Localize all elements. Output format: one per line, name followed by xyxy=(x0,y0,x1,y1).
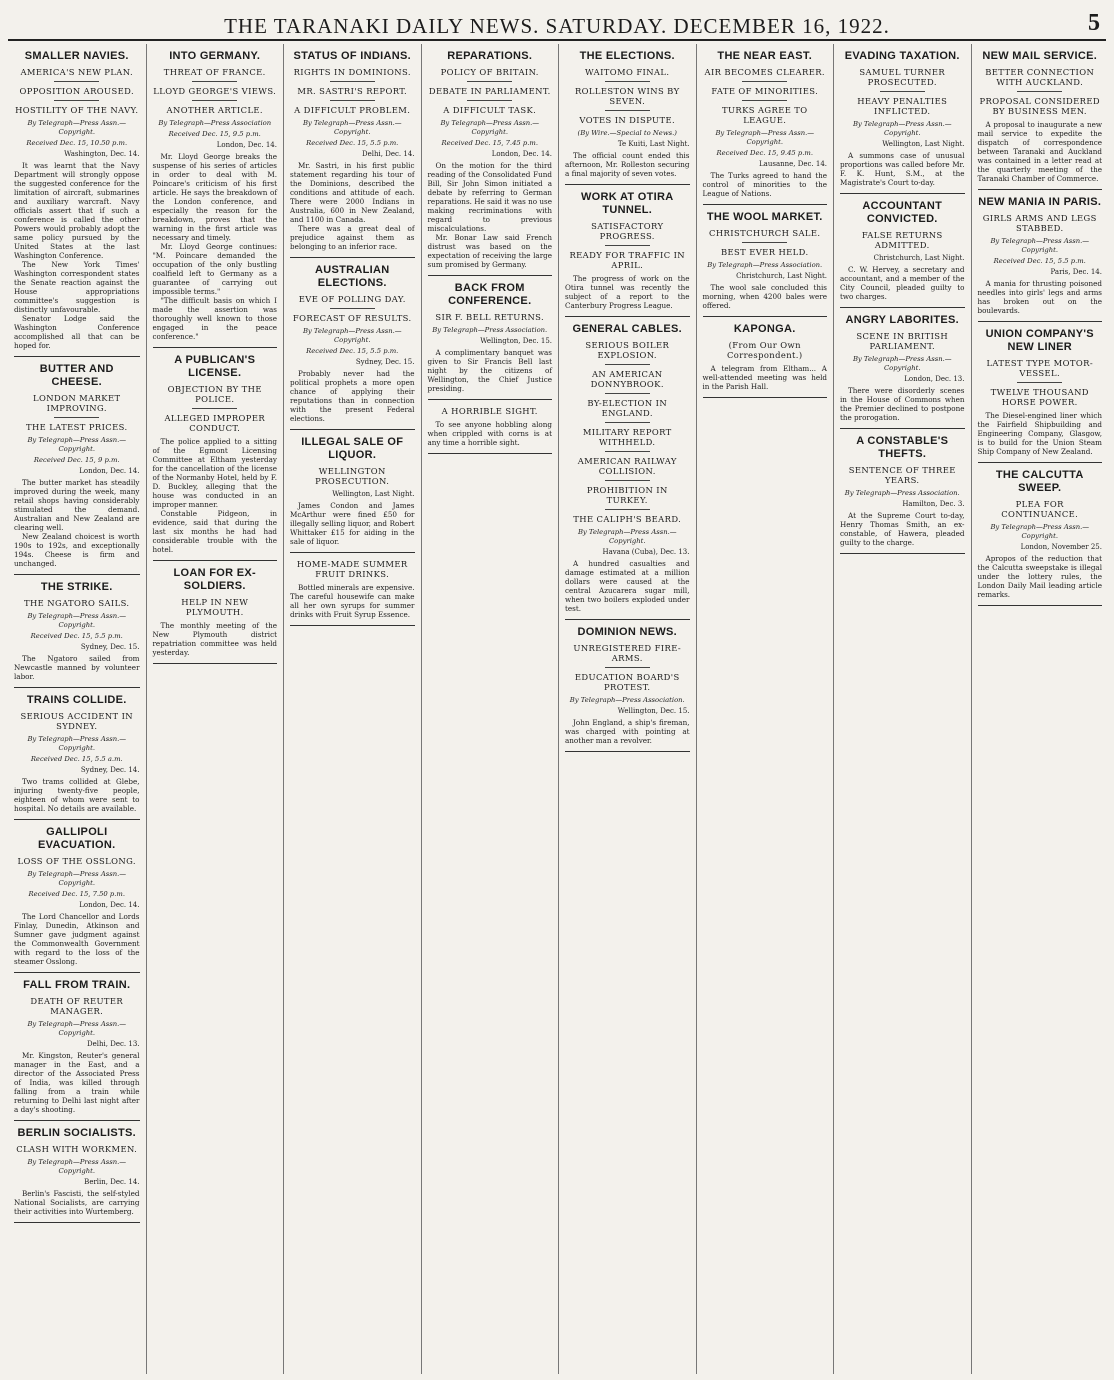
article-subhead: A HORRIBLE SIGHT. xyxy=(441,406,538,416)
article-byline: By Telegraph—Press Assn.—Copyright. xyxy=(27,436,127,453)
article-separator xyxy=(565,751,690,752)
article-headline: THE WOOL MARKET. xyxy=(706,211,823,223)
article-dateline: Sydney, Dec. 15. xyxy=(80,643,140,651)
article-paragraph: Mr. Lloyd George continues: "M. Poincare demanded the occupation of the only bustling coalfield left to Germany as a guarantee of carrying out impossible terms." xyxy=(152,242,277,296)
article-byline: By Telegraph—Press Assn.—Copyright. xyxy=(27,612,127,629)
article-separator xyxy=(14,819,140,820)
article-subhead: A DIFFICULT TASK. xyxy=(443,105,537,115)
article xyxy=(428,50,553,269)
article-separator xyxy=(840,428,965,429)
article-paragraph: A proposal to inaugurate a new mail service to expedite the dispatch of correspondence between Taranaki and Auckland was contained in a letter read at the quarterly meeting of the Taranaki Chamber of Commerce. xyxy=(977,120,1102,183)
article-separator xyxy=(840,553,965,554)
masthead-rule xyxy=(8,39,1106,41)
subhead-divider xyxy=(192,81,237,82)
article-headline: THE STRIKE. xyxy=(40,581,113,593)
article-byline: By Telegraph—Press Assn.—Copyright. xyxy=(852,355,952,372)
article-headline: NEW MANIA IN PARIS. xyxy=(978,196,1102,208)
article-headline: INTO GERMANY. xyxy=(169,50,261,62)
article-paragraph: Senator Lodge said the Washington Conference accomplished all that can be hoped for. xyxy=(14,314,140,350)
article-subhead: BEST EVER HELD. xyxy=(720,247,809,257)
article-separator xyxy=(14,972,140,973)
article-subhead: FALSE RETURNS ADMITTED. xyxy=(861,230,943,250)
column-grid xyxy=(8,44,1108,1374)
article-separator xyxy=(428,453,553,454)
article-paragraph: James Condon and James McArthur were fined £50 for illegally selling liquor, and Robert Whittaker £15 for aiding in the sale of liquor. xyxy=(290,501,415,546)
subhead-divider xyxy=(605,451,650,452)
article-dateline: Paris, Dec. 14. xyxy=(1050,268,1102,276)
article-subhead: TWELVE THOUSAND HORSE POWER. xyxy=(990,387,1089,407)
article-paragraph: At the Supreme Court to-day, Henry Thomas Smith, an ex-constable, of Hawera, pleaded guilty to the charge. xyxy=(840,511,965,547)
article-received: Received Dec. 15, 5.5 a.m. xyxy=(30,755,123,763)
subhead-divider xyxy=(54,81,99,82)
article-received: Received Dec. 15, 5.5 p.m. xyxy=(306,347,399,355)
article-received: Received Dec. 15, 7.50 p.m. xyxy=(28,890,125,898)
article-subhead: UNREGISTERED FIRE-ARMS. xyxy=(573,643,682,663)
article-subhead: RIGHTS IN DOMINIONS. xyxy=(293,67,411,77)
article-separator xyxy=(14,574,140,575)
article-headline: BACK FROM CONFERENCE. xyxy=(448,282,532,307)
article xyxy=(840,314,965,422)
article-paragraph: Mr. Sastri, in his first public statement regarding his tour of the Dominions, described the conditions and attitude of each. There were 2000 Indians in Australia, 600 in New Zealand, and 1100 in Canada. xyxy=(290,161,415,224)
article-subhead: SAMUEL TURNER PROSECUTED. xyxy=(859,67,946,87)
masthead-title: THE TARANAKI DAILY NEWS. SATURDAY. DECEMBER 16, 1922. xyxy=(224,14,890,38)
article-dateline: Wellington, Dec. 15. xyxy=(617,707,690,715)
article-dateline: Christchurch, Last Night. xyxy=(873,254,965,262)
article-headline: DOMINION NEWS. xyxy=(577,626,678,638)
article-dateline: Christchurch, Last Night. xyxy=(736,272,827,280)
article-paragraph: A complimentary banquet was given to Sir Francis Bell last night by the citizens of Wellington, the Chief Justice presiding. xyxy=(427,348,552,393)
article-dateline: Havana (Cuba), Dec. 13. xyxy=(602,548,690,556)
article-subhead: ALLEGED IMPROPER CONDUCT. xyxy=(164,413,266,433)
article-headline: NEW MAIL SERVICE. xyxy=(982,50,1098,62)
subhead-divider xyxy=(605,509,650,510)
article-paragraph: The New York Times' Washington correspondent states the Senate reaction against the House appropriations committee's suggestion is distinctly unfavourable. xyxy=(14,260,140,314)
article-separator xyxy=(840,307,965,308)
article-subhead: MR. SASTRI'S REPORT. xyxy=(297,86,408,96)
article-headline: FALL FROM TRAIN. xyxy=(23,979,131,991)
article-paragraph: John England, a ship's fireman, was charged with pointing at another man a revolver. xyxy=(565,718,690,745)
subhead-divider xyxy=(467,81,512,82)
article xyxy=(290,559,415,619)
column-5 xyxy=(558,44,696,1374)
article-dateline: Wellington, Last Night. xyxy=(332,490,415,498)
article-paragraph: Two trams collided at Glebe, injuring twenty-five people, eighteen of whom were sent to hospital. No details are available. xyxy=(14,777,140,813)
article xyxy=(290,50,415,251)
article xyxy=(14,826,140,966)
article-byline: By Telegraph—Press Assn.—Copyright. xyxy=(715,129,815,146)
article-subhead: HOSTILITY OF THE NAVY. xyxy=(15,105,139,115)
article-separator xyxy=(14,356,140,357)
article-byline: By Telegraph—Press Association. xyxy=(432,326,548,334)
article-headline: A PUBLICAN'S LICENSE. xyxy=(174,354,256,379)
article-separator xyxy=(840,193,965,194)
article-headline: WORK AT OTIRA TUNNEL. xyxy=(581,191,674,216)
article xyxy=(14,979,140,1114)
article-dateline: Delhi, Dec. 13. xyxy=(87,1040,140,1048)
article-subhead: FORECAST OF RESULTS. xyxy=(292,313,412,323)
article-received: Received Dec. 15, 9 p.m. xyxy=(33,456,120,464)
article-byline: By Telegraph—Press Assn.—Copyright. xyxy=(27,1158,127,1175)
article xyxy=(153,50,278,341)
article-dateline: Sydney, Dec. 15. xyxy=(355,358,415,366)
article-byline: By Telegraph—Press Assn.—Copyright. xyxy=(27,1020,127,1037)
article-separator xyxy=(153,663,278,664)
article-paragraph: The wool sale concluded this morning, when 4200 bales were offered. xyxy=(702,283,827,310)
article-byline: By Telegraph—Press Association. xyxy=(569,696,685,704)
column-2 xyxy=(146,44,284,1374)
subhead-divider xyxy=(192,408,237,409)
article xyxy=(565,50,690,178)
article xyxy=(565,626,690,745)
article-subhead: PLEA FOR CONTINUANCE. xyxy=(1001,499,1079,519)
article-separator xyxy=(978,321,1103,322)
article-separator xyxy=(565,316,690,317)
article-paragraph: A hundred casualties and damage estimated at a million dollars were caused at the central Azucarera sugar mill, when two boilers exploded under test. xyxy=(565,559,690,613)
article-subhead: BY-ELECTION IN ENGLAND. xyxy=(587,398,668,418)
article-byline: By Telegraph—Press Assn.—Copyright. xyxy=(440,119,540,136)
article-subhead: THE LATEST PRICES. xyxy=(25,422,128,432)
article-headline: STATUS OF INDIANS. xyxy=(293,50,411,62)
article-subhead: SENTENCE OF THREE YEARS. xyxy=(848,465,956,485)
article-subhead: READY FOR TRAFFIC IN APRIL. xyxy=(569,250,686,270)
column-6 xyxy=(696,44,834,1374)
article-paragraph: The Turks agreed to hand the control of minorities to the League of Nations. xyxy=(702,171,827,198)
article-separator xyxy=(565,619,690,620)
subhead-divider xyxy=(742,242,787,243)
article-headline: THE NEAR EAST. xyxy=(717,50,813,62)
article xyxy=(14,1127,140,1216)
article-headline: THE CALCUTTA SWEEP. xyxy=(995,469,1084,494)
article-headline: THE ELECTIONS. xyxy=(579,50,675,62)
article-dateline: Delhi, Dec. 14. xyxy=(362,150,415,158)
article-byline: By Telegraph—Press Association xyxy=(158,119,272,127)
article-subhead: HOME-MADE SUMMER FRUIT DRINKS. xyxy=(296,559,408,579)
article xyxy=(978,196,1103,315)
article-separator xyxy=(14,1222,140,1223)
article-received: Received Dec. 15, 10.50 p.m. xyxy=(26,139,128,147)
article-separator xyxy=(978,189,1103,190)
article-separator xyxy=(14,687,140,688)
subhead-divider xyxy=(605,110,650,111)
subhead-divider xyxy=(1017,382,1062,383)
article-subhead: CHRISTCHURCH SALE. xyxy=(709,228,821,238)
article-byline: By Telegraph—Press Assn.—Copyright. xyxy=(302,119,402,136)
article-separator xyxy=(978,462,1103,463)
article-subhead: AIR BECOMES CLEARER. xyxy=(704,67,825,77)
subhead-divider xyxy=(605,245,650,246)
article-subhead: THE NGATORO SAILS. xyxy=(23,598,130,608)
article-subhead: THE CALIPH'S BEARD. xyxy=(573,514,682,524)
subhead-divider xyxy=(330,308,375,309)
subhead-divider xyxy=(330,81,375,82)
article xyxy=(153,567,278,657)
article-paragraph: New Zealand choicest is worth 190s to 192s, and exceptionally 194s. Cheese is firm and unchanged. xyxy=(14,532,140,568)
article-dateline: Sydney, Dec. 14. xyxy=(80,766,140,774)
subhead-divider xyxy=(1017,91,1062,92)
article-dateline: Berlin, Dec. 14. xyxy=(84,1178,140,1186)
article xyxy=(428,282,553,393)
article-headline: LOAN FOR EX-SOLDIERS. xyxy=(173,567,256,592)
article-dateline: London, Dec. 14. xyxy=(79,901,140,909)
article xyxy=(14,694,140,813)
article-subhead: WAITOMO FINAL. xyxy=(585,67,670,77)
article-headline: A CONSTABLE'S THEFTS. xyxy=(856,435,949,460)
article-paragraph: Apropos of the reduction that the Calcutta sweepstake is illegal under the lottery rules, the London Daily Mail leading article remarks. xyxy=(977,554,1102,599)
article-separator xyxy=(703,316,828,317)
article-subhead: SCENE IN BRITISH PARLIAMENT. xyxy=(856,331,949,351)
column-8 xyxy=(971,44,1109,1374)
article xyxy=(703,211,828,310)
article-paragraph: The progress of work on the Otira tunnel was recently the subject of a report to the Canterbury Progress League. xyxy=(565,274,690,310)
article-byline: By Telegraph—Press Assn.—Copyright. xyxy=(27,870,127,887)
article-dateline: London, Dec. 14. xyxy=(79,467,140,475)
article-dateline: Hamilton, Dec. 3. xyxy=(902,500,965,508)
article-headline: UNION COMPANY'S NEW LINER xyxy=(985,328,1094,353)
article xyxy=(703,323,828,391)
article-subhead: WELLINGTON PROSECUTION. xyxy=(315,466,390,486)
article-byline: By Telegraph—Press Assn.—Copyright. xyxy=(302,327,402,344)
article-headline: BERLIN SOCIALISTS. xyxy=(17,1127,136,1139)
article-subhead: LOSS OF THE OSSLONG. xyxy=(17,856,136,866)
article-subhead: LONDON MARKET IMPROVING. xyxy=(33,393,121,413)
article-headline: TRAINS COLLIDE. xyxy=(26,694,127,706)
article-subhead: AN AMERICAN DONNYBROOK. xyxy=(590,369,664,389)
article-headline: GALLIPOLI EVACUATION. xyxy=(38,826,116,851)
article-dateline: Wellington, Dec. 15. xyxy=(480,337,552,345)
article-subhead: DEBATE IN PARLIAMENT. xyxy=(428,86,551,96)
article-paragraph: A telegram from Eltham... A well-attended meeting was held in the Parish Hall. xyxy=(702,364,827,391)
article-paragraph: The official count ended this afternoon, Mr. Rolleston securing a final majority of seven votes. xyxy=(565,151,690,178)
article-byline: By Telegraph—Press Assn.—Copyright. xyxy=(577,528,677,545)
article-paragraph: The Ngatoro sailed from Newcastle manned by volunteer labor. xyxy=(14,654,140,681)
article-subhead: GIRLS ARMS AND LEGS STABBED. xyxy=(982,213,1097,233)
article-subhead: PROHIBITION IN TURKEY. xyxy=(586,485,668,505)
article-separator xyxy=(565,184,690,185)
article-paragraph: The Lord Chancellor and Lords Finlay, Dunedin, Atkinson and Sumner gave judgment against the Commonwealth Government with regard to the loss of the steamer Osslong. xyxy=(14,912,140,966)
article-separator xyxy=(703,397,828,398)
article-subhead: SATISFACTORY PROGRESS. xyxy=(591,221,664,241)
article-byline: By Telegraph—Press Assn.—Copyright. xyxy=(990,523,1090,540)
article-paragraph: It was learnt that the Navy Department will strongly oppose the suggested conference for the limitation of aircraft, submarines and auxiliary warcraft. Navy officials assert that if such a conference is called the other Powers would probably adopt the same policy pursued by the United States at the last Washington Conference. xyxy=(14,161,140,260)
article-paragraph: Mr. Bonar Law said French distrust was based on the expectation of receiving the large sum promised by Germany. xyxy=(427,233,552,269)
article-byline: By Telegraph—Press Assn.—Copyright. xyxy=(852,120,952,137)
article-received: Received Dec. 15, 9.5 p.m. xyxy=(168,130,261,138)
article-dateline: London, November 25. xyxy=(1020,543,1102,551)
subhead-divider xyxy=(742,100,787,101)
article-subhead: SERIOUS BOILER EXPLOSION. xyxy=(585,340,670,360)
article-dateline: London, Dec. 13. xyxy=(904,375,965,383)
article-byline: By Telegraph—Press Association. xyxy=(707,261,823,269)
subhead-divider xyxy=(54,100,99,101)
article-paragraph: Bottled minerals are expensive. The careful housewife can make all her own syrups for summer drinks with Fruit Syrup Essence. xyxy=(290,583,415,619)
article-subhead: BETTER CONNECTION WITH AUCKLAND. xyxy=(985,67,1095,87)
article-subhead: THREAT OF FRANCE. xyxy=(163,67,266,77)
article-subhead: SIR F. BELL RETURNS. xyxy=(435,312,545,322)
article-paragraph: The police applied to a sitting of the Egmont Licensing Committee at Eltham yesterday for the cancellation of the license of the Normanby Hotel, held by F. D. Buckley, alleging that the house was conducted in an improper manner. xyxy=(152,437,277,509)
article xyxy=(978,50,1103,183)
article-separator xyxy=(153,347,278,348)
article-headline: KAPONGA. xyxy=(733,323,796,335)
article-byline: (By Wire.—Special to News.) xyxy=(577,129,677,137)
article-separator xyxy=(153,560,278,561)
article-paragraph: C. W. Hervey, a secretary and accountant, and a member of the City Council, pleaded guilty to two charges. xyxy=(840,265,965,301)
article xyxy=(290,264,415,423)
article-paragraph: Constable Pidgeon, in evidence, said that during the last six months he had had considerable trouble with the hotel. xyxy=(152,509,277,554)
article-dateline: London, Dec. 14. xyxy=(491,150,552,158)
article xyxy=(978,469,1103,599)
article-headline: ILLEGAL SALE OF LIQUOR. xyxy=(301,436,404,461)
article-subhead: LLOYD GEORGE'S VIEWS. xyxy=(153,86,277,96)
subhead-divider xyxy=(742,81,787,82)
article xyxy=(840,435,965,547)
article-subhead: HELP IN NEW PLYMOUTH. xyxy=(181,597,249,617)
article-received: Received Dec. 15, 5.5 p.m. xyxy=(30,632,123,640)
article xyxy=(428,406,553,447)
article-subhead: OPPOSITION AROUSED. xyxy=(19,86,135,96)
article-subhead: EDUCATION BOARD'S PROTEST. xyxy=(574,672,680,692)
article-subhead: HEAVY PENALTIES INFLICTED. xyxy=(857,96,948,116)
article-separator xyxy=(703,204,828,205)
article xyxy=(565,323,690,613)
article-paragraph: There were disorderly scenes in the House of Commons when the Premier declined to postpone the prorogation. xyxy=(840,386,965,422)
article-subhead: A DIFFICULT PROBLEM. xyxy=(294,105,411,115)
article-headline: SMALLER NAVIES. xyxy=(24,50,129,62)
article-subhead: AMERICAN RAILWAY COLLISION. xyxy=(577,456,677,476)
article-dateline: London, Dec. 14. xyxy=(216,141,277,149)
article-headline: GENERAL CABLES. xyxy=(572,323,682,335)
subhead-divider xyxy=(605,480,650,481)
article-paragraph: The butter market has steadily improved during the week, many retail shops having considerably stimulated the demand. Australian and New Zealand are clearing well. xyxy=(14,478,140,532)
article-paragraph: There was a great deal of prejudice against them as belonging to an inferior race. xyxy=(290,224,415,251)
article-separator xyxy=(290,429,415,430)
article-separator xyxy=(978,605,1103,606)
column-4 xyxy=(421,44,559,1374)
article-byline: By Telegraph—Press Assn.—Copyright. xyxy=(990,237,1090,254)
article-dateline: Wellington, Last Night. xyxy=(882,140,965,148)
article-received: Received Dec. 15, 5.5 p.m. xyxy=(993,257,1086,265)
column-7 xyxy=(833,44,971,1374)
article-separator xyxy=(428,399,553,400)
article-subhead: TURKS AGREE TO LEAGUE. xyxy=(721,105,808,125)
article-paragraph: "The difficult basis on which I made the assertion was thoroughly well known to those engaged in the peace conference." xyxy=(152,296,277,341)
article-headline: AUSTRALIAN ELECTIONS. xyxy=(315,264,390,289)
article-dateline: Te Kuiti, Last Night. xyxy=(617,140,690,148)
article-subhead: ROLLESTON WINS BY SEVEN. xyxy=(574,86,680,106)
subhead-divider xyxy=(192,100,237,101)
column-3 xyxy=(283,44,421,1374)
article-byline: By Telegraph—Press Assn.—Copyright. xyxy=(27,119,127,136)
article xyxy=(840,50,965,187)
subhead-divider xyxy=(467,100,512,101)
article-headline: REPARATIONS. xyxy=(447,50,533,62)
article-separator xyxy=(290,552,415,553)
subhead-divider xyxy=(330,100,375,101)
article xyxy=(840,200,965,301)
subhead-divider xyxy=(605,393,650,394)
article-paragraph: Probably never had the political prophets a more open chance of applying their reputations than in connection with the present Federal elections. xyxy=(290,369,415,423)
article-separator xyxy=(14,1120,140,1121)
article-dateline: Washington, Dec. 14. xyxy=(64,150,140,158)
article-dateline: Lausanne, Dec. 14. xyxy=(759,160,827,168)
article-subhead: EVE OF POLLING DAY. xyxy=(298,294,406,304)
article-subhead: POLICY OF BRITAIN. xyxy=(440,67,539,77)
article-headline: ANGRY LABORITES. xyxy=(845,314,960,326)
article-subhead: DEATH OF REUTER MANAGER. xyxy=(30,996,124,1016)
article-received: Received Dec. 15, 9.45 p.m. xyxy=(716,149,813,157)
subhead-divider xyxy=(605,422,650,423)
article-subhead: LATEST TYPE MOTOR-VESSEL. xyxy=(986,358,1094,378)
article-subhead: PROPOSAL CONSIDERED BY BUSINESS MEN. xyxy=(979,96,1101,116)
article xyxy=(565,191,690,310)
article-paragraph: The monthly meeting of the New Plymouth district repatriation committee was held yesterday. xyxy=(152,621,277,657)
article-paragraph: A mania for thrusting poisoned needles into girls' legs and arms has broken out on the boulevards. xyxy=(977,279,1102,315)
article-paragraph: A summons case of unusual proportions was called before Mr. F. K. Hunt, S.M., at the Magistrate's Court to-day. xyxy=(840,151,965,187)
page-number: 5 xyxy=(1088,10,1100,36)
article-separator xyxy=(290,625,415,626)
article-paragraph: Mr. Kingston, Reuter's general manager in the East, and a director of the Associated Press of India, was killed through falling from a train while returning to Delhi last night after a day's shooting. xyxy=(14,1051,140,1114)
article xyxy=(290,436,415,546)
article-subhead: CLASH WITH WORKMEN. xyxy=(16,1144,138,1154)
article-subhead: SERIOUS ACCIDENT IN SYDNEY. xyxy=(20,711,134,731)
article-subhead: VOTES IN DISPUTE. xyxy=(579,115,676,125)
article-subhead: FATE OF MINORITIES. xyxy=(711,86,819,96)
article-paragraph: Mr. Lloyd George breaks the suspense of his series of articles in order to deal with M. Poincare's criticism of his first article. He says the breakdown of the London conference, and especially the reason for the breakdown, proves that the warning in the first article was necessary and timely. xyxy=(152,152,277,242)
article-received: Received Dec. 15, 5.5 p.m. xyxy=(306,139,399,147)
article-subhead: AMERICA'S NEW PLAN. xyxy=(20,67,134,77)
article xyxy=(978,328,1103,456)
article-subhead: OBJECTION BY THE POLICE. xyxy=(167,384,262,404)
article-received: Received Dec. 15, 7.45 p.m. xyxy=(441,139,538,147)
article-headline: BUTTER AND CHEESE. xyxy=(39,363,114,388)
article-byline: By Telegraph—Press Assn.—Copyright. xyxy=(27,735,127,752)
subhead-divider xyxy=(605,364,650,365)
article xyxy=(153,354,278,554)
article-separator xyxy=(290,257,415,258)
subhead-divider xyxy=(54,417,99,418)
article-subhead: MILITARY REPORT WITHHELD. xyxy=(582,427,672,447)
article-headline: ACCOUNTANT CONVICTED. xyxy=(862,200,943,225)
article-paragraph: The Diesel-engined liner which the Fairfield Shipbuilding and Engineering Company, Glasgow, is to build for the Union Steam Ship Company of New Zealand. xyxy=(977,411,1102,456)
article-separator xyxy=(428,275,553,276)
subhead-divider xyxy=(880,91,925,92)
subhead-divider xyxy=(605,667,650,668)
article-subhead: (From Our Own Correspondent.) xyxy=(726,340,803,360)
subhead-divider xyxy=(605,81,650,82)
article-byline: By Telegraph—Press Association. xyxy=(844,489,960,497)
masthead xyxy=(0,0,1114,38)
article-paragraph: On the motion for the third reading of the Consolidated Fund Bill, Sir John Simon initiated a debate by referring to German reparations. He said it was no use making recriminations with regard to previous miscalculations. xyxy=(427,161,552,233)
article xyxy=(14,363,140,568)
article xyxy=(703,50,828,198)
article-paragraph: To see anyone hobbling along when crippled with corns is at any time a horrible sight. xyxy=(427,420,552,447)
article-headline: EVADING TAXATION. xyxy=(844,50,960,62)
article xyxy=(14,581,140,681)
article-paragraph: Berlin's Fascisti, the self-styled National Socialists, are carrying their activities into Wurtemberg. xyxy=(14,1189,140,1216)
article xyxy=(14,50,140,350)
column-1 xyxy=(8,44,146,1374)
article-subhead: ANOTHER ARTICLE. xyxy=(166,105,263,115)
